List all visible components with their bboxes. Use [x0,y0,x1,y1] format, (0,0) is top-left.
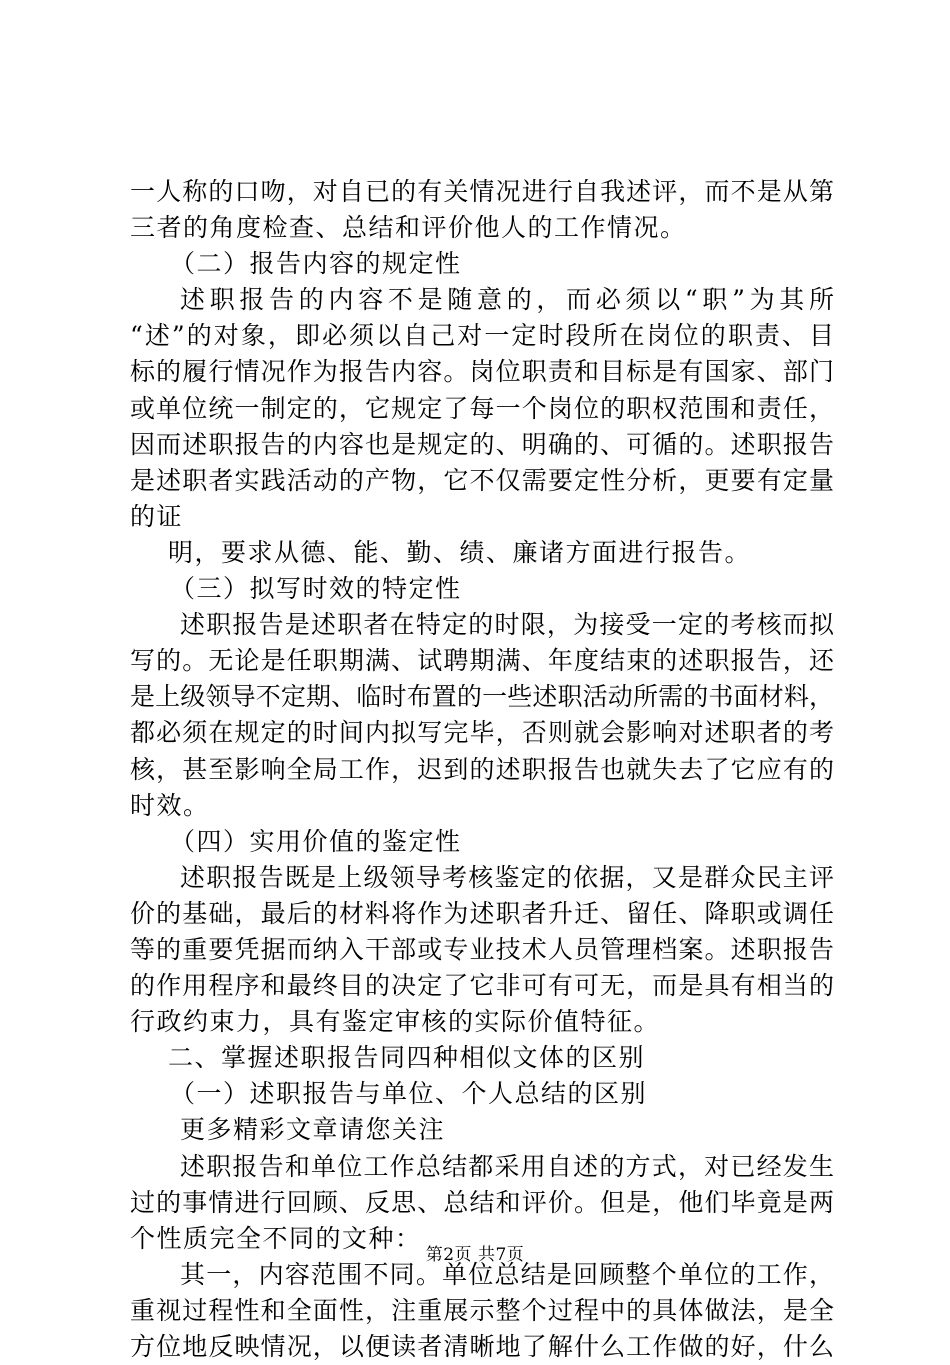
text-line: 三者的角度检查、总结和评价他人的工作情况。 [130,213,687,243]
text-line: 标的履行情况作为报告内容。岗位职责和目标是有国家、部门 [130,357,834,387]
text-line: 更多精彩文章请您关注 [180,1115,446,1145]
text-line: 行政约束力，具有鉴定审核的实际价值特征。 [130,1007,661,1037]
text-line: 价的基础，最后的材料将作为述职者升迁、留任、降职或调任 [130,898,834,928]
text-line: 都必须在规定的时间内拟写完毕，否则就会影响对述职者的考 [130,718,834,748]
text-line: 述职报告是述职者在特定的时限，为接受一定的考核而拟 [180,610,834,640]
text-line: 是述职者实践活动的产物，它不仅需要定性分析，更要有定量 [130,465,834,495]
text-line: 方位地反映情况，以便读者清晰地了解什么工作做的好，什么 [130,1332,834,1361]
text-line: 个性质完全不同的文种： [130,1223,422,1253]
text-line: 因而述职报告的内容也是规定的、明确的、可循的。述职报告 [130,429,834,459]
section-heading: 二、掌握述职报告同四种相似文体的区别 [168,1043,646,1073]
text-line: 述职报告的内容不是随意的，而必须以“职”为其所 [180,285,834,315]
text-line: 写的。无论是任职期满、试聘期满、年度结束的述职报告，还 [130,646,834,676]
text-line: 或单位统一制定的，它规定了每一个岗位的职权范围和责任， [130,393,834,423]
text-line: “述”的对象，即必须以自己对一定时段所在岗位的职责、目 [130,321,834,351]
text-line: 是上级领导不定期、临时布置的一些述职活动所需的书面材料， [130,682,834,712]
section-heading: （一）述职报告与单位、个人总结的区别 [170,1079,648,1109]
text-line: 一人称的口吻，对自已的有关情况进行自我述评，而不是从第 [130,177,834,206]
text-line: 过的事情进行回顾、反思、总结和评价。但是，他们毕竟是两 [130,1187,834,1217]
document-body [130,174,834,1365]
text-line: 明，要求从德、能、勤、绩、廉诸方面进行报告。 [168,537,752,567]
section-heading: （二）报告内容的规定性 [170,249,462,279]
text-line: 的作用程序和最终目的决定了它非可有可无，而是具有相当的 [130,971,834,1001]
text-line: 时效。 [130,790,210,820]
text-line: 述职报告和单位工作总结都采用自述的方式，对已经发生 [180,1151,834,1181]
text-line: 其一，内容范围不同。单位总结是回顾整个单位的工作， [180,1259,834,1289]
section-heading: （四）实用价值的鉴定性 [170,826,462,856]
text-line: 述职报告既是上级领导考核鉴定的依据，又是群众民主评 [180,862,834,892]
section-heading: （三）拟写时效的特定性 [170,574,462,604]
text-line: 等的重要凭据而纳入干部或专业技术人员管理档案。述职报告 [130,934,834,964]
text-line: 的证 [130,501,184,531]
page-footer: 第2页 共7页 [425,1245,525,1265]
text-line: 核，甚至影响全局工作，迟到的述职报告也就失去了它应有的 [130,754,834,784]
text-line: 重视过程性和全面性，注重展示整个过程中的具体做法，是全 [130,1295,834,1325]
